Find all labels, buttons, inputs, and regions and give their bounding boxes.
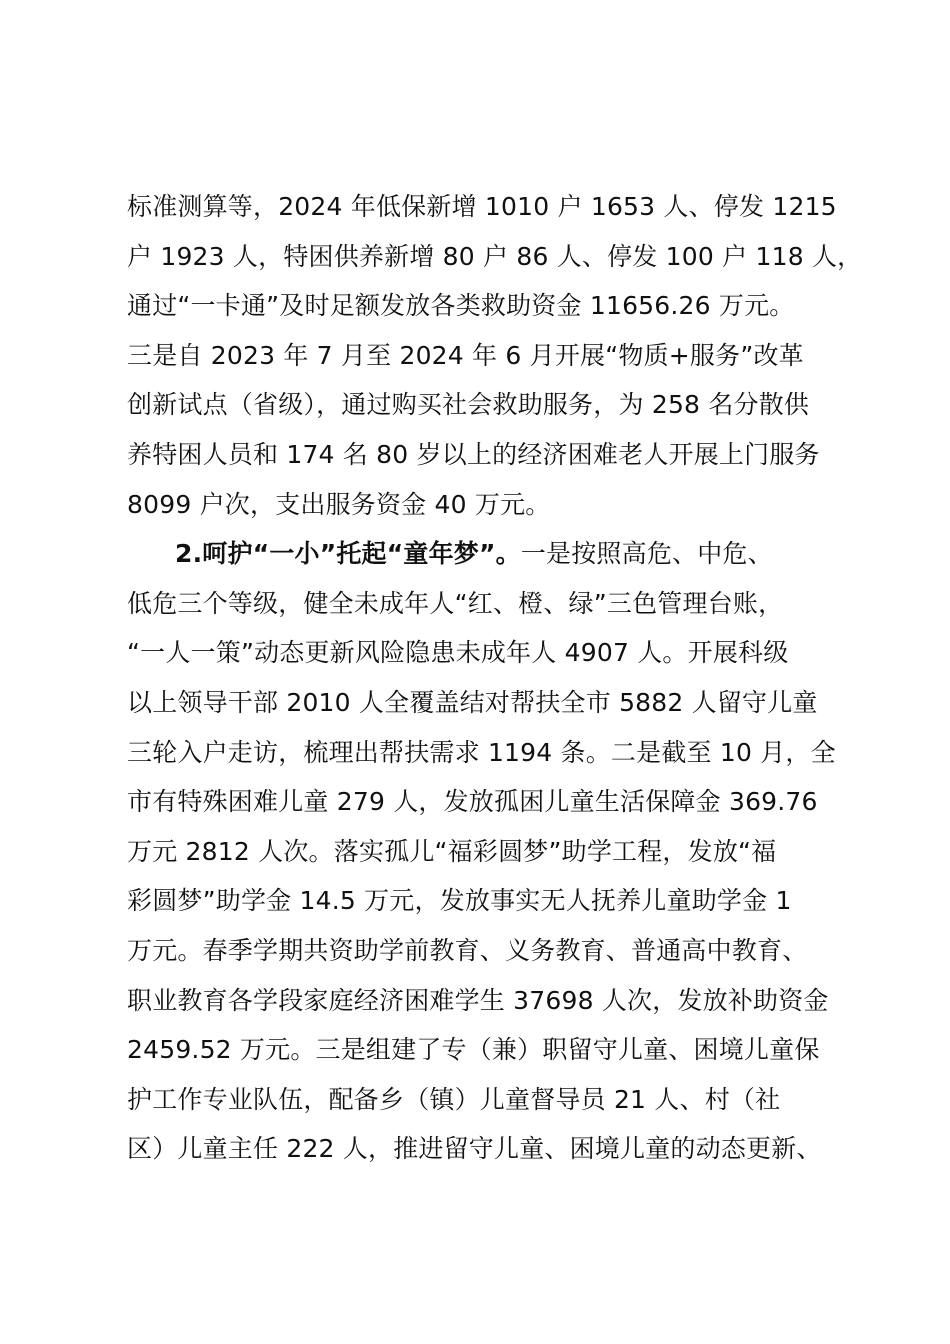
document-body — [127, 182, 863, 1174]
text-line: 户 1923 人，特困供养新增 80 户 86 人、停发 100 户 118 人， — [127, 241, 863, 271]
text-line: “一人一策”动态更新风险隐患未成年人 4907 人。开展科级 — [127, 638, 789, 668]
text-line: 区）儿童主任 222 人，推进留守儿童、困境儿童的动态更新、 — [127, 1134, 822, 1164]
section-2-first-line — [127, 529, 837, 579]
text-line: 市有特殊困难儿童 279 人，发放孤困儿童生活保障金 369.76 — [127, 787, 818, 817]
section-2-heading: 2.呵护“一小”托起“童年梦”。 — [175, 539, 521, 569]
text-line: 万元。春季学期共资助学前教育、义务教育、普通高中教育、 — [127, 935, 808, 965]
text-line: 三是自 2023 年 7 月至 2024 年 6 月开展“物质+服务”改革 — [127, 340, 804, 370]
text-line: 三轮入户走访，梳理出帮扶需求 1194 条。二是截至 10 月，全 — [127, 737, 836, 767]
text-line: 护工作专业队伍，配备乡（镇）儿童督导员 21 人、村（社 — [127, 1084, 781, 1114]
text-line: 万元 2812 人次。落实孤儿“福彩圆梦”助学工程，发放“福 — [127, 836, 777, 866]
text-line: 以上领导干部 2010 人全覆盖结对帮扶全市 5882 人留守儿童 — [127, 687, 818, 717]
text-line: 养特困人员和 174 名 80 岁以上的经济困难老人开展上门服务 — [127, 439, 820, 469]
text-line: 彩圆梦”助学金 14.5 万元，发放事实无人抚养儿童助学金 1 — [127, 886, 792, 916]
text-line: 2459.52 万元。三是组建了专（兼）职留守儿童、困境儿童保 — [127, 1035, 820, 1065]
text-line: 职业教育各学段家庭经济困难学生 37698 人次，发放补助资金 — [127, 985, 829, 1015]
text-line: 创新试点（省级），通过购买社会救助服务，为 258 名分散供 — [127, 390, 810, 420]
text-line: 低危三个等级，健全未成年人“红、橙、绿”三色管理台账， — [127, 588, 784, 618]
text-line: 8099 户次，支出服务资金 40 万元。 — [127, 489, 551, 519]
text-line: 通过“一卡通”及时足额发放各类救助资金 11656.26 万元。 — [127, 291, 795, 321]
text-line: 标准测算等，2024 年低保新增 1010 户 1653 人、停发 1215 — [127, 192, 837, 221]
section-2-first-line-text: 一是按照高危、中危、 — [520, 539, 773, 569]
